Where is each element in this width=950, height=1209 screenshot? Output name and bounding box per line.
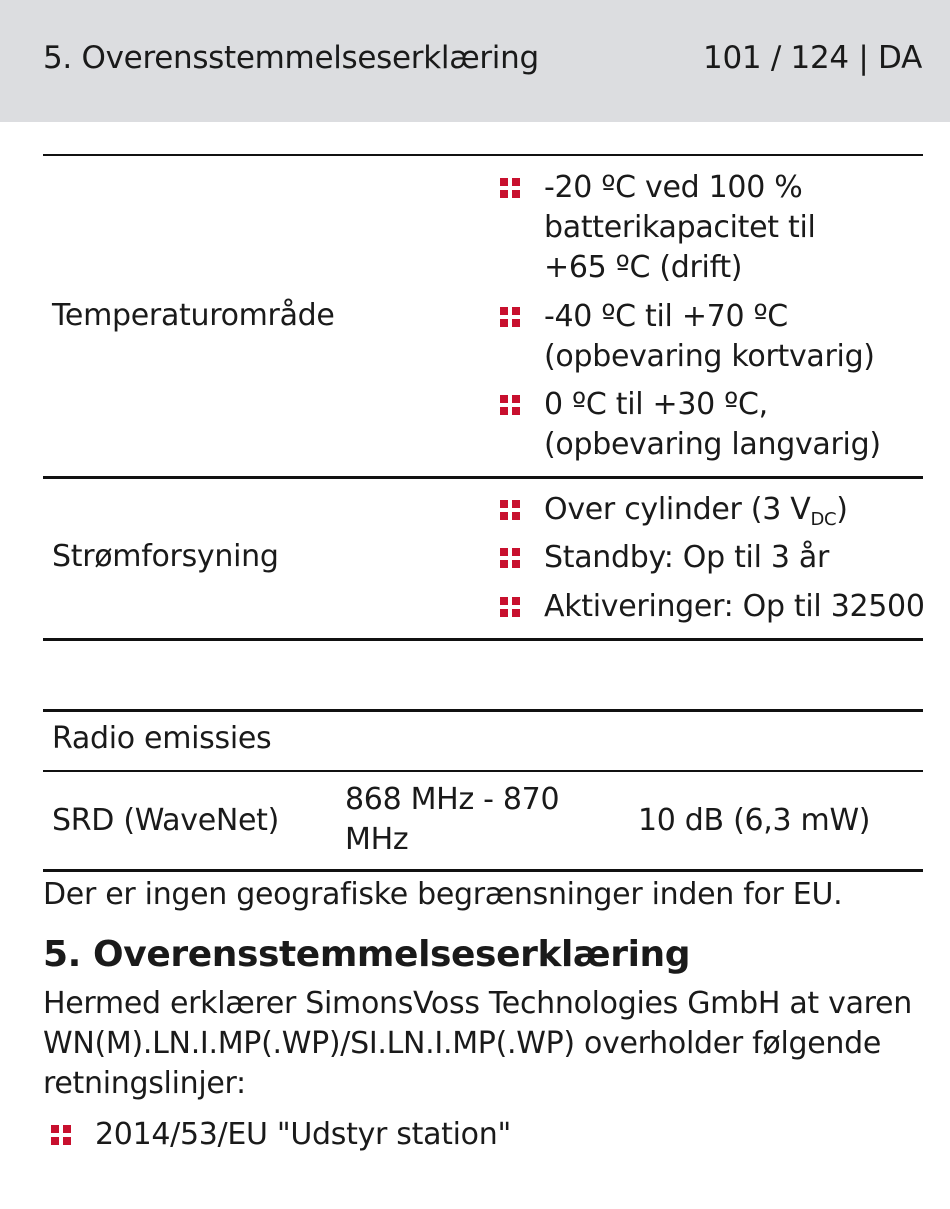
temperature-item-1-line-1: -20 ºC ved 100 % <box>544 170 803 205</box>
power-item-1 <box>544 490 848 540</box>
temperature-item-3-line-1: 0 ºC til +30 ºC, <box>544 387 768 422</box>
declaration-line: Hermed erklærer SimonsVoss Technologies GmbH at varen <box>43 986 912 1021</box>
temperature-label: Temperaturområde <box>52 298 335 333</box>
temperature-item-2-line-1: -40 ºC til +70 ºC <box>544 299 788 334</box>
table-bottom-rule <box>43 638 923 641</box>
radio-bottom-rule <box>43 869 923 872</box>
temperature-item-3-line-2: (opbevaring langvarig) <box>544 427 881 462</box>
declaration-line: WN(M).LN.I.MP(.WP)/SI.LN.I.MP(.WP) overholder følgende <box>43 1026 882 1061</box>
radio-power: 10 dB (6,3 mW) <box>638 803 871 838</box>
power-label: Strømforsyning <box>52 539 279 574</box>
bullet-icon <box>500 500 520 520</box>
radio-header-rule <box>43 770 923 772</box>
bullet-icon <box>500 548 520 568</box>
power-item-2: Standby: Op til 3 år <box>544 540 830 575</box>
radio-frequency-line-1: 868 MHz - 870 <box>345 782 560 817</box>
page-header <box>0 0 950 122</box>
declaration-paragraph <box>43 984 923 1104</box>
declaration-line: retningslinjer: <box>43 1066 246 1101</box>
radio-note: Der er ingen geografiske begrænsninger inden for EU. <box>43 877 843 912</box>
radio-top-rule <box>43 709 923 712</box>
power-item-1-subscript: DC <box>810 509 837 530</box>
power-item-1-prefix: Over cylinder (3 V <box>544 492 811 527</box>
declaration-heading: 5. Overensstemmelseserklæring <box>43 934 691 975</box>
radio-frequency-line-2: MHz <box>345 822 409 857</box>
bullet-icon <box>500 395 520 415</box>
bullet-icon <box>500 178 520 198</box>
power-item-1-suffix: ) <box>836 492 848 527</box>
bullet-icon <box>51 1125 71 1145</box>
bullet-icon <box>500 597 520 617</box>
page-number: 101 / 124 | DA <box>703 40 922 76</box>
table-row-rule <box>43 476 923 479</box>
bullet-icon <box>500 307 520 327</box>
directive-item: 2014/53/EU "Udstyr station" <box>95 1117 511 1152</box>
power-item-3: Aktiveringer: Op til 32500 <box>544 589 925 624</box>
table-top-rule <box>43 154 923 156</box>
radio-name: SRD (WaveNet) <box>52 803 280 838</box>
temperature-item-1-line-3: +65 ºC (drift) <box>544 250 743 285</box>
section-title: 5. Overensstemmelseserklæring <box>43 40 539 76</box>
temperature-item-1-line-2: batterikapacitet til <box>544 210 816 245</box>
radio-header: Radio emissies <box>52 721 272 756</box>
temperature-item-2-line-2: (opbevaring kortvarig) <box>544 339 875 374</box>
